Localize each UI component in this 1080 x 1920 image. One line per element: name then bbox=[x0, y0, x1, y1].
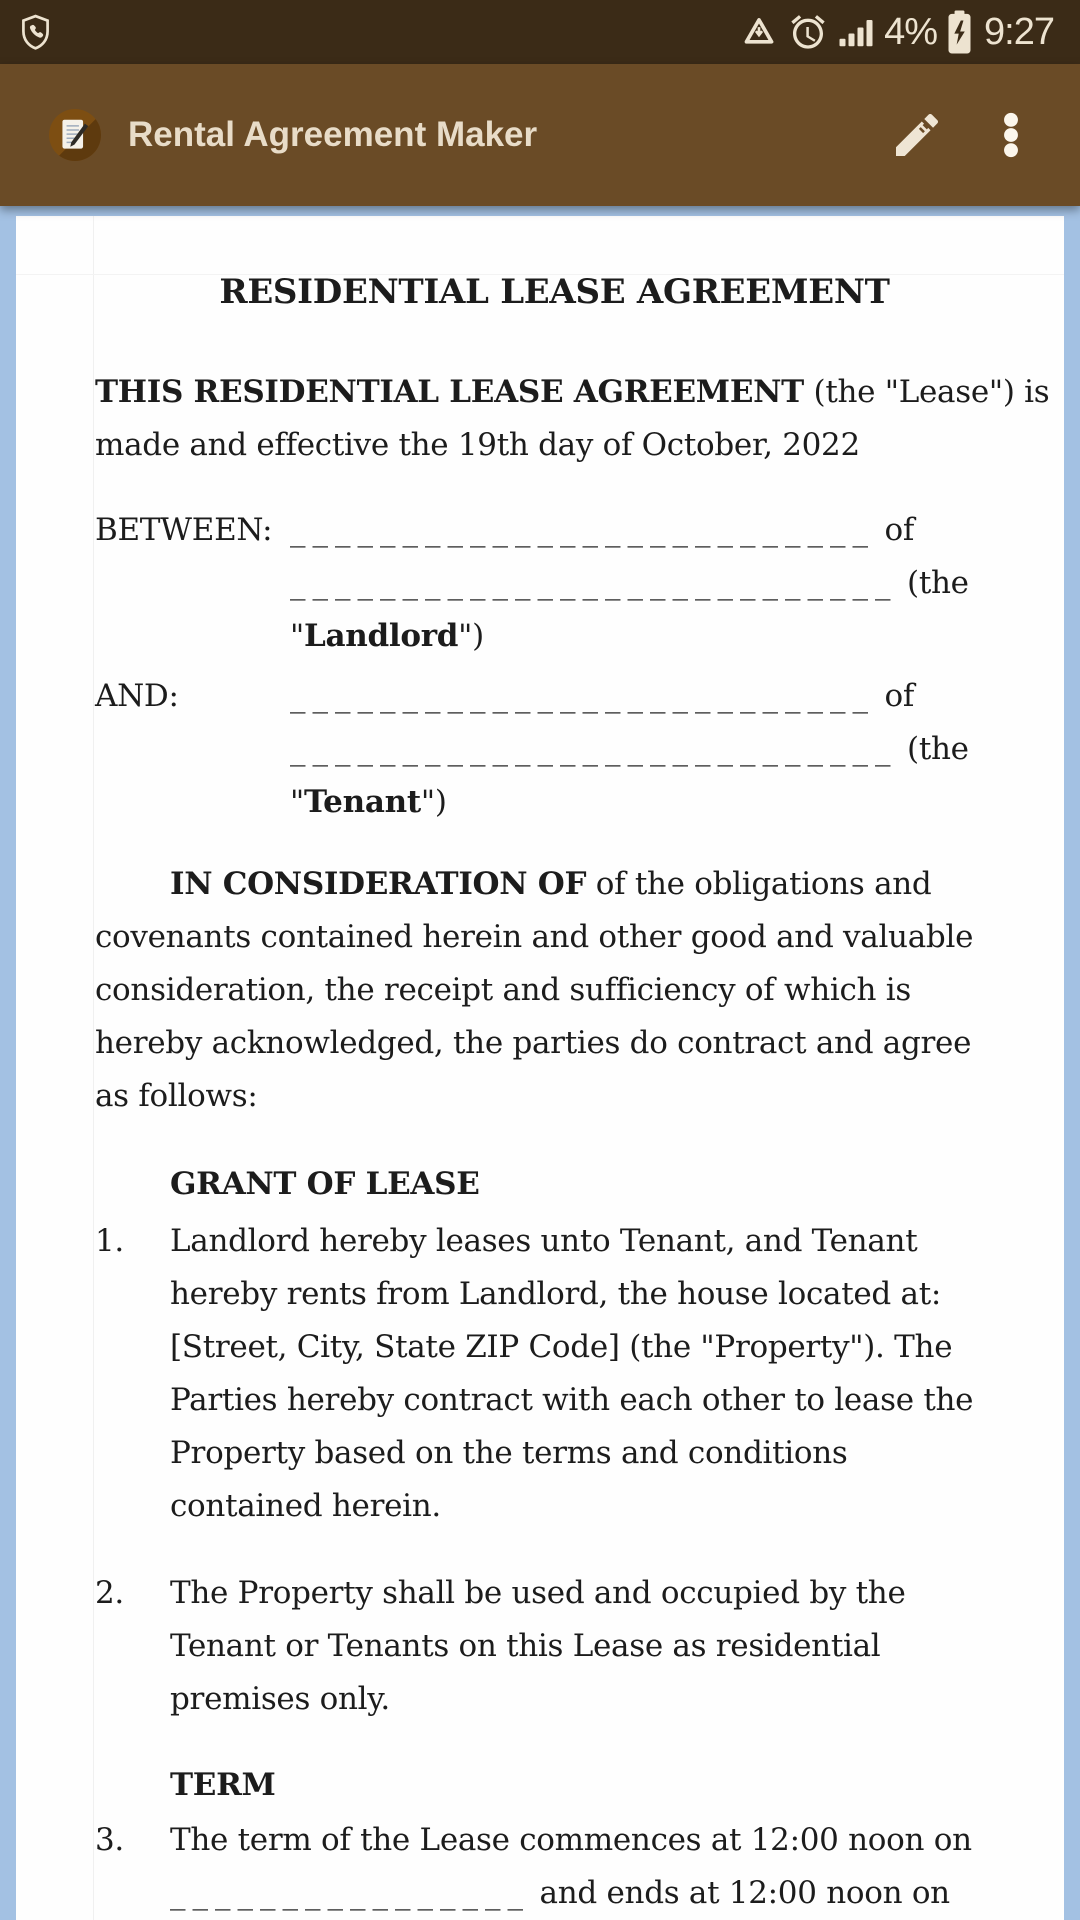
status-bar bbox=[0, 0, 1080, 64]
document-viewer[interactable] bbox=[0, 206, 1080, 1920]
clause-3 bbox=[95, 1814, 1014, 1920]
between-content: __________________________ of ___________________________ (the "Landlord") bbox=[290, 512, 969, 654]
clause-2-text: The Property shall be used and occupied by the Tenant or Tenants on this Lease as residential premises only. bbox=[170, 1575, 906, 1717]
and-content: __________________________ of ___________________________ (the "Tenant") bbox=[290, 678, 969, 820]
app-title: Rental Agreement Maker bbox=[128, 115, 538, 154]
app-logo-icon bbox=[49, 109, 101, 161]
clause-1-number: 1. bbox=[95, 1223, 124, 1259]
battery-charging-icon bbox=[947, 10, 972, 54]
data-saver-icon bbox=[740, 14, 778, 50]
pencil-icon bbox=[889, 107, 945, 163]
clause-1-text: Landlord hereby leases unto Tenant, and Tenant hereby rents from Landlord, the house located at: [Street, City, State ZIP Code] (the "Property"). The Parties hereby contract with each other to lease the Property based on the terms and conditions contained herein. bbox=[170, 1223, 974, 1524]
status-bar-right-cluster bbox=[740, 10, 1054, 54]
intro-paragraph: THIS RESIDENTIAL LEASE AGREEMENT (the "Lease") is made and effective the 19th day of October, 2022 bbox=[95, 374, 1050, 463]
between-label: BETWEEN: bbox=[95, 512, 273, 548]
section-heading-term: TERM bbox=[170, 1767, 276, 1803]
clause-3-text: The term of the Lease commences at 12:00 noon on ________________ and ends at 12:00 noon on bbox=[170, 1822, 972, 1911]
document-page bbox=[16, 216, 1064, 1920]
page-guide-vline bbox=[93, 216, 94, 1920]
app-bar bbox=[0, 64, 1080, 206]
clause-3-number: 3. bbox=[95, 1822, 124, 1858]
consideration-paragraph: IN CONSIDERATION OF of the obligations and covenants contained herein and other good and valuable consideration, the receipt and sufficiency of which is hereby acknowledged, the parties do contract and agree as follows: bbox=[95, 866, 974, 1114]
alarm-icon bbox=[788, 12, 828, 52]
section-heading-grant-of-lease: GRANT OF LEASE bbox=[170, 1166, 480, 1202]
edit-button[interactable] bbox=[882, 90, 952, 180]
overflow-menu-button[interactable] bbox=[980, 90, 1042, 180]
and-label: AND: bbox=[95, 678, 179, 714]
phone-security-shield-icon bbox=[20, 14, 51, 50]
signal-strength-icon bbox=[838, 13, 874, 51]
between-block bbox=[95, 504, 1014, 663]
clause-1 bbox=[95, 1215, 1014, 1533]
more-vert-icon bbox=[985, 109, 1037, 161]
clause-2-number: 2. bbox=[95, 1575, 124, 1611]
status-time: 9:27 bbox=[984, 10, 1054, 53]
and-block bbox=[95, 670, 1014, 829]
battery-percent: 4% bbox=[884, 10, 938, 53]
clause-2 bbox=[95, 1567, 1014, 1726]
document-title: RESIDENTIAL LEASE AGREEMENT bbox=[219, 272, 890, 312]
